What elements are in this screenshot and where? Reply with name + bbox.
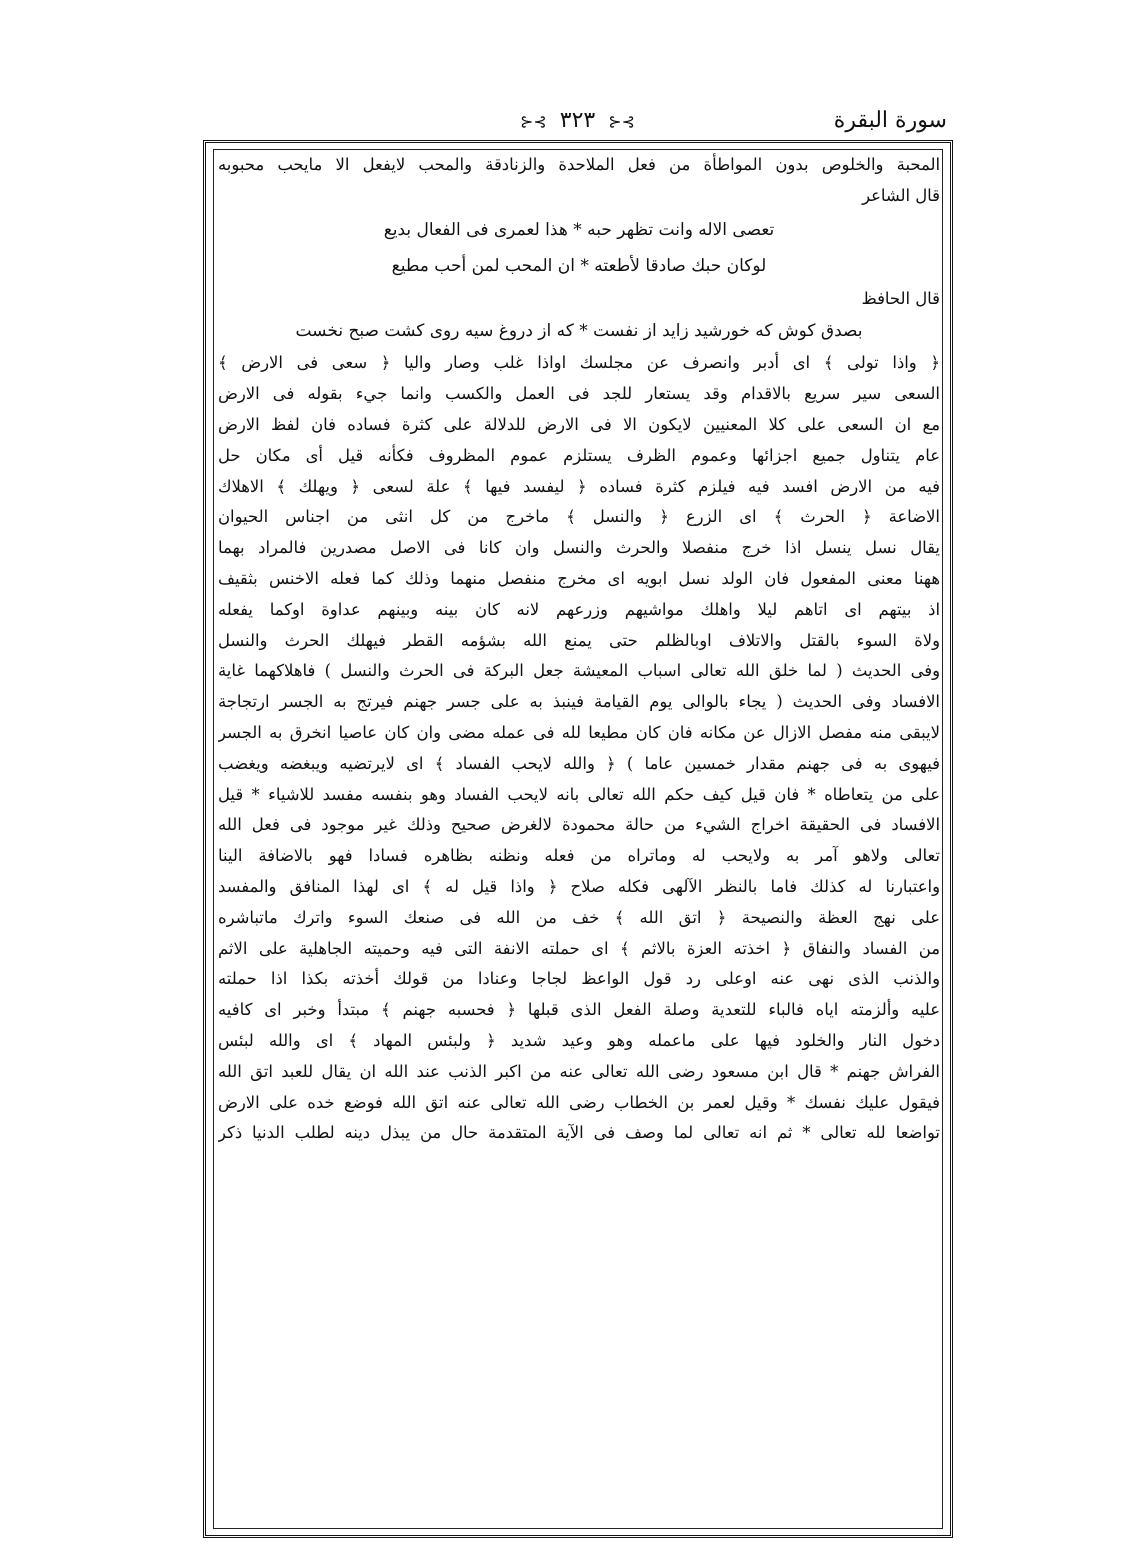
text-line: ههنا معنى المفعول فان الولد نسل ابويه اى مخرج منفصل منهما وذلك كما فعله الاخنس بثقيف — [218, 568, 940, 588]
text-line: دخول النار والخلود فيها على ماعمله وهو وعيد شديد ﴿ ولبئس المهاد ﴾ اى والله لبئس — [218, 1030, 940, 1050]
text-line: اذ بيتهم اى اتاهم ليلا واهلك مواشيهم وزرعهم لانه كان بينه وبينهم عداوة اوكما يفعله — [218, 599, 940, 619]
text-line: على من يتعاطاه * فان قيل كيف حكم الله تعالى بانه لايحب الفساد وهو بنفسه مفسد للاشياء * قيل — [218, 784, 940, 804]
text-line: على نهج العظة والنصيحة ﴿ اتق الله ﴾ خف من الله فى صنعك السوء واترك ماتباشره — [218, 907, 940, 927]
text-line: فيه من الارض افسد فيه فيلزم كثرة فساده ﴿ ليفسد فيها ﴾ علة لسعى ﴿ ويهلك ﴾ الاهلاك — [218, 476, 940, 496]
text-line: ولاة السوء بالقتل والاتلاف اوبالظلم حتى يمنع الله بشؤمه القطر فيهلك الحرث والنسل — [218, 630, 940, 650]
text-line: الافساد فى الحقيقة اخراج الشيء من حالة محمودة لالغرض صحيح وذلك غير موجود فى فعل الله — [218, 815, 940, 835]
verse-line: لوكان حبك صادقا لأطعته * ان المحب لمن أحب مطيع — [391, 255, 767, 276]
page-header — [200, 108, 955, 142]
poet-intro: قال الحافظ — [861, 288, 940, 308]
page-text — [218, 150, 940, 1535]
text-line: واعتبارنا له كذلك فاما بالنظر الآلهى فكله صلاح ﴿ واذا قيل له ﴾ اى لهذا المنافق والمفسد — [218, 876, 940, 896]
surah-title: سورة البقرة — [833, 108, 947, 133]
ornament-right: ⊱⊰ — [608, 111, 636, 131]
verse-line: تعصى الاله وانت تظهر حبه * هذا لعمرى فى الفعال بديع — [383, 219, 775, 240]
text-line: يقال نسل ينسل اذا خرج منفصلا والحرث والنسل وان كانا فى الاصل مصدرين فالمراد بهما — [218, 538, 940, 558]
text-line: السعى سير سريع بالاقدام وقد يستعار للجد فى العمل والكسب وانما جيء بقوله فى الارض — [218, 384, 940, 404]
text-line: فيهوى به فى جهنم مقدار خمسين عاما ) ﴿ والله لايحب الفساد ﴾ اى لايرتضيه ويبغضه ويغضب — [218, 753, 940, 773]
persian-verse: بصدق كوش كه خورشيد زايد از نفست * كه از دروغ سيه روى كشت صبح نخست — [295, 321, 863, 342]
text-line: المحبة والخلوص بدون المواطأة من فعل الملاحدة والزنادقة والمحب لايفعل الا مايحب محبوبه — [218, 155, 940, 174]
text-line: لايبقى منه مفصل الازال عن مكانه فان كان مطيعا لله فى عمله مضى وان كان عاصيا انخرق به الجسر — [218, 722, 940, 742]
text-line: عام يتناول جميع اجزائها وعموم الظرف يستلزم عموم المظروف فكأنه قيل أى مكان حل — [218, 445, 940, 465]
text-line: الافساد وفى الحديث ( يجاء بالوالى يوم القيامة فينبذ به على جسر جهنم فيرتج به الجسر ارتجاجة — [218, 692, 940, 712]
text-line: تعالى ولاهو آمر به ولايحب له وماتراه من فعله ونظنه بظاهره فسادا فهو بالاضافة الينا — [218, 846, 940, 866]
text-line: عليه وألزمته اياه فالباء للتعدية وصلة الفعل الذى قبلها ﴿ فحسبه جهنم ﴾ مبتدأ وخبر اى كافيه — [218, 1000, 940, 1020]
text-line: مع ان السعى على كلا المعنيين لايكون الا فى الارض للدلالة على كثرة فساده فان لفظ الارض — [218, 414, 940, 434]
text-line: الاضاعة ﴿ الحرث ﴾ اى الزرع ﴿ والنسل ﴾ ماخرج من كل انثى من اجناس الحيوان — [218, 507, 940, 527]
text-line: ﴿ واذا تولى ﴾ اى أدبر وانصرف عن مجلسك اواذا غلب وصار واليا ﴿ سعى فى الارض ﴾ — [218, 353, 940, 373]
poet-intro: قال الشاعر — [862, 185, 940, 205]
ornament-left: ⊱⊰ — [519, 111, 547, 131]
text-line: تواضعا لله تعالى * ثم انه تعالى لما وصف فى الآية المتقدمة حال من يبذل دينه لطلب الدنيا ذكر — [218, 1123, 940, 1143]
page-number-block — [200, 108, 955, 133]
text-line: وفى الحديث ( لما خلق الله تعالى اسباب المعيشة جعل البركة فى الحرث والنسل ) فاهلاكهما غاية — [218, 661, 940, 681]
text-line: فيقول عليك نفسك * وقيل لعمر بن الخطاب رضى الله تعالى عنه اتق الله فوضع خده على الارض — [218, 1092, 940, 1112]
text-line: والذنب الذى نهى عنه اوعلى رد قول الواعظ لجاجا وعنادا من قولك أخذته بكذا اذا حملته — [218, 969, 940, 989]
text-line: الفراش جهنم * قال ابن مسعود رضى الله تعالى عنه من اكبر الذنب عند الله ان يقال للعبد اتق الله — [218, 1061, 940, 1081]
page-number: ٣٢٣ — [559, 108, 596, 133]
text-line: من الفساد والنفاق ﴿ اخذته العزة بالاثم ﴾ اى حملته الانفة التى فيه وحميته الجاهلية على الاثم — [218, 938, 940, 958]
